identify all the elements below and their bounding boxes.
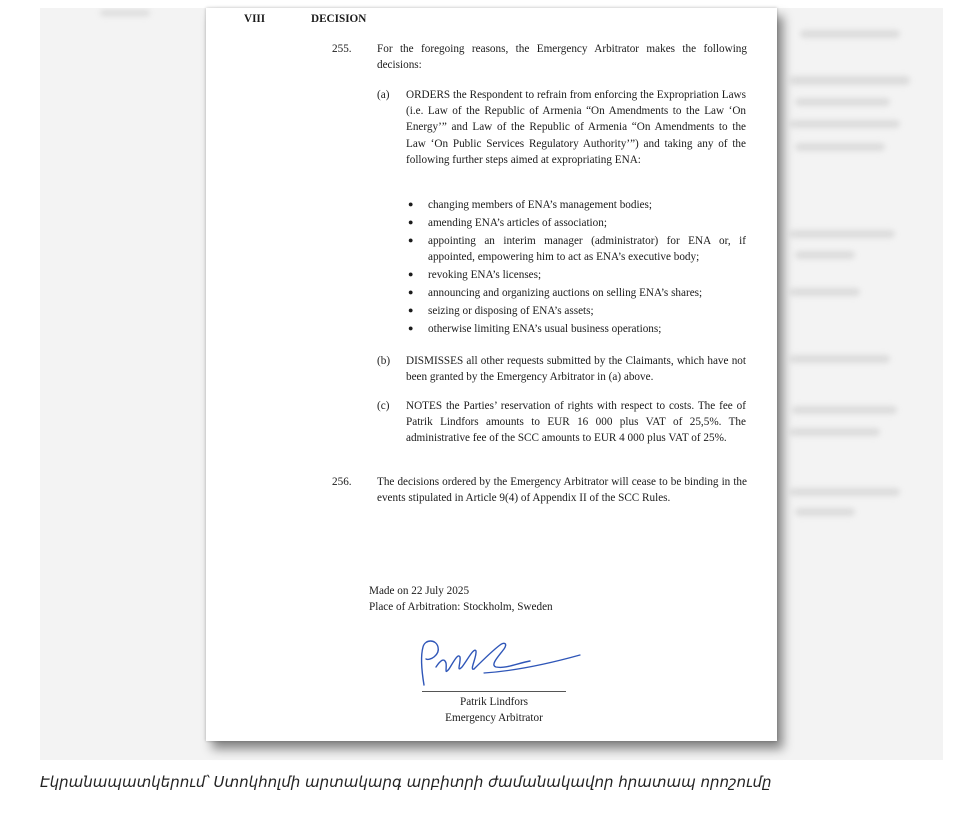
document-page (206, 8, 777, 741)
item-b-label: (b) (377, 355, 391, 367)
item-c-label: (c) (377, 400, 390, 412)
image-caption: Էկրանապատկերում՝ Ստոկհոլմի արտակարգ արբիտրի ժամանակավոր հրատապ որոշումը (40, 773, 772, 791)
section-number: VIII (244, 13, 266, 25)
made-on-date: Made on 22 July 2025 (369, 585, 470, 597)
bullet-item: announcing and organizing auctions on selling ENA’s shares; (428, 287, 703, 299)
place-of-arbitration: Place of Arbitration: Stockholm, Sweden (369, 601, 553, 613)
bullet-item: changing members of ENA’s management bodies; (428, 199, 653, 211)
signature-image (414, 633, 584, 691)
para-256-text: The decisions ordered by the Emergency Arbitrator will cease to be binding in the events stipulated in Article 9(4) of Appendix II of the SCC Rules. (377, 476, 747, 505)
signatory-title: Emergency Arbitrator (445, 712, 543, 724)
bullet-item: seizing or disposing of ENA’s assets; (428, 305, 594, 317)
bullet-marker: ● (408, 217, 414, 227)
bullet-marker: ● (408, 235, 414, 245)
signatory-name: Patrik Lindfors (459, 696, 529, 708)
item-c-text: NOTES the Parties’ reservation of rights with respect to costs. The fee of Patrik Lindfors amounts to EUR 16 000 plus VAT of 25,5%. The administrative fee of the SCC amounts to EUR 4 000 plus VAT of 25%. (406, 400, 746, 445)
item-a-text: ORDERS the Respondent to refrain from enforcing the Expropriation Laws (i.e. Law of the Republic of Armenia “On Amendments to the Law ‘On Energy’” and Law of the Republic of Armenia “On Amendments to the Law ‘On Public Services Regulatory Authority’”) and taking any of the following further steps aimed at expropriating ENA: (406, 89, 746, 166)
item-b-text: DISMISSES all other requests submitted by the Claimants, which have not been granted by the Emergency Arbitrator in (a) above. (406, 355, 746, 384)
bullet-marker: ● (408, 323, 414, 333)
bullet-marker: ● (408, 269, 414, 279)
para-256-number: 256. (332, 476, 352, 488)
bullet-marker: ● (408, 199, 414, 209)
para-255-number: 255. (332, 43, 352, 55)
para-255-text: For the foregoing reasons, the Emergency Arbitrator makes the following decisions: (377, 43, 747, 72)
item-a-label: (a) (377, 89, 390, 101)
bullet-item: otherwise limiting ENA’s usual business operations; (428, 323, 662, 335)
bullet-marker: ● (408, 305, 414, 315)
bullet-item: revoking ENA’s licenses; (428, 269, 542, 281)
bullet-item: appointing an interim manager (administrator) for ENA or, if appointed, empowering him to act as ENA’s executive body; (428, 235, 746, 264)
bullet-item: amending ENA’s articles of association; (428, 217, 607, 229)
bullet-marker: ● (408, 287, 414, 297)
section-title: DECISION (311, 13, 367, 25)
signature-line (422, 691, 566, 692)
